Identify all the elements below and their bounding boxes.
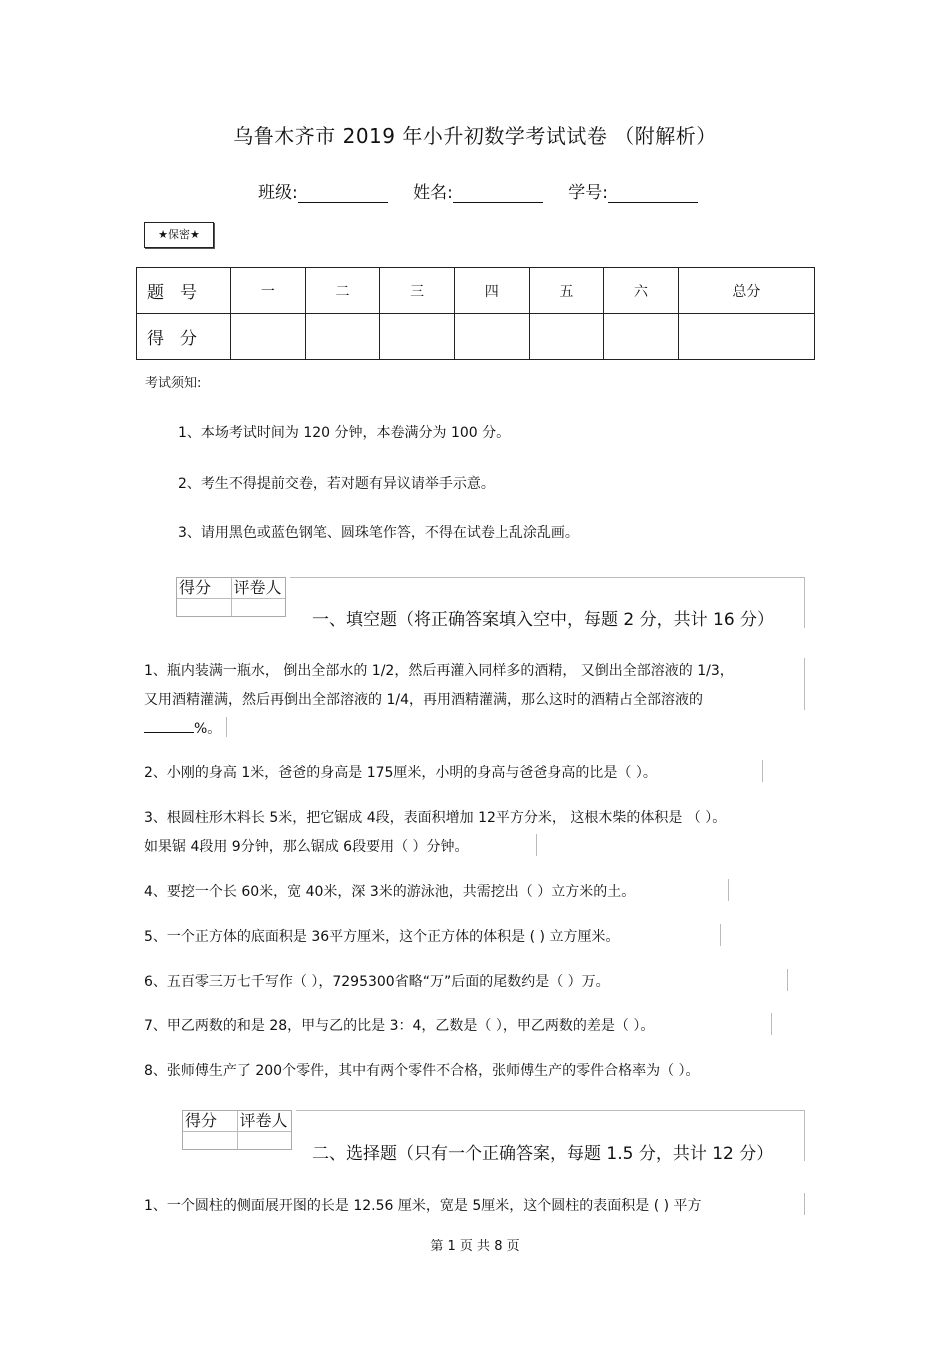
name-label: 姓名: <box>413 183 453 203</box>
grader-score-cell[interactable] <box>177 599 231 616</box>
page-title: 乌鲁木齐市 2019 年小升初数学考试试卷 （附解析） <box>233 124 717 148</box>
grader-reviewer-label: 评卷人 <box>237 1111 292 1131</box>
grader-score-label: 得分 <box>185 1111 218 1130</box>
score-table <box>136 267 815 360</box>
notice-item: 3、请用黑色或蓝色钢笔、圆珠笔作答，不得在试卷上乱涂乱画。 <box>178 525 579 541</box>
score-cell[interactable] <box>380 314 455 360</box>
notice-title: 考试须知: <box>145 376 202 391</box>
section-2-title: 二、选择题（只有一个正确答案，每题 1.5 分，共计 12 分） <box>312 1144 774 1164</box>
margin-line <box>226 717 227 737</box>
question-2-1: 1、一个圆柱的侧面展开图的长是 12.56 厘米，宽是 5厘米，这个圆柱的表面积是 ( ) 平方 <box>144 1198 702 1214</box>
row-label-question: 题号 <box>137 268 231 314</box>
question-1-line-1: 1、瓶内装满一瓶水， 倒出全部水的 1/2，然后再灌入同样多的酒精， 又倒出全部溶液的 1/3， <box>144 663 734 679</box>
question-5: 5、一个正方体的底面积是 36平方厘米，这个正方体的体积是 ( ) 立方厘米。 <box>144 929 620 945</box>
class-field[interactable] <box>298 186 388 203</box>
col-header: 总分 <box>678 268 814 314</box>
col-header: 二 <box>305 268 380 314</box>
margin-line <box>787 969 788 991</box>
margin-line <box>804 1193 805 1215</box>
score-cell[interactable] <box>604 314 679 360</box>
margin-line <box>804 658 805 710</box>
score-cell[interactable] <box>231 314 306 360</box>
question-3-line-1: 3、根圆柱形木料长 5米，把它锯成 4段，表面积增加 12平方分米， 这根木柴的体积是 （ ）。 <box>144 810 727 826</box>
score-cell[interactable] <box>529 314 604 360</box>
student-info <box>258 178 718 203</box>
score-cell[interactable] <box>454 314 529 360</box>
grader-reviewer-cell[interactable] <box>231 599 286 616</box>
id-label: 学号: <box>568 183 609 203</box>
question-3-line-2: 如果锯 4段用 9分钟，那么锯成 6段要用（ ）分钟。 <box>144 839 469 855</box>
page-footer: 第 1 页 共 8 页 <box>430 1239 520 1254</box>
margin-line <box>771 1013 772 1035</box>
question-6: 6、五百零三万七千写作（ ），7295300省略“万”后面的尾数约是（ ）万。 <box>144 974 610 990</box>
col-header: 五 <box>529 268 604 314</box>
score-table-header-row <box>137 268 815 314</box>
question-1-line-2: 又用酒精灌满，然后再倒出全部溶液的 1/4，再用酒精灌满，那么这时的酒精占全部溶液的 <box>144 692 703 708</box>
margin-line <box>762 760 763 782</box>
score-table-score-row <box>137 314 815 360</box>
col-header: 六 <box>604 268 679 314</box>
section-1-title: 一、填空题（将正确答案填入空中，每题 2 分，共计 16 分） <box>312 610 775 630</box>
col-header: 一 <box>231 268 306 314</box>
class-label: 班级: <box>258 183 298 203</box>
name-field[interactable] <box>453 186 543 203</box>
margin-line <box>720 924 721 946</box>
question-2: 2、小刚的身高 1米，爸爸的身高是 175厘米，小明的身高与爸爸身高的比是（ ）。 <box>144 765 657 781</box>
col-header: 三 <box>380 268 455 314</box>
row-label-score: 得分 <box>137 314 231 360</box>
question-1-suffix: %。 <box>194 721 222 737</box>
margin-line <box>728 879 729 901</box>
notice-item: 1、本场考试时间为 120 分钟，本卷满分为 100 分。 <box>178 425 511 441</box>
grader-score-cell[interactable] <box>183 1132 237 1149</box>
question-8: 8、张师傅生产了 200个零件，其中有两个零件不合格，张师傅生产的零件合格率为（ ）。 <box>144 1063 700 1079</box>
score-cell[interactable] <box>305 314 380 360</box>
question-7: 7、甲乙两数的和是 28，甲与乙的比是 3：4，乙数是（ ），甲乙两数的差是（ ）。 <box>144 1018 655 1034</box>
score-cell[interactable] <box>678 314 814 360</box>
col-header: 四 <box>454 268 529 314</box>
grader-box <box>176 577 286 617</box>
answer-blank[interactable] <box>144 732 194 733</box>
margin-line <box>536 834 537 856</box>
question-4: 4、要挖一个长 60米，宽 40米，深 3米的游泳池，共需挖出（ ）立方米的土。 <box>144 884 636 900</box>
question-1-line-3 <box>144 718 221 738</box>
grader-reviewer-label: 评卷人 <box>231 578 286 598</box>
notice-item: 2、考生不得提前交卷，若对题有异议请举手示意。 <box>178 476 495 492</box>
grader-box <box>182 1110 292 1150</box>
id-field[interactable] <box>608 186 698 203</box>
confidential-stamp: ★保密★ <box>144 222 214 248</box>
grader-score-label: 得分 <box>179 578 212 597</box>
grader-reviewer-cell[interactable] <box>237 1132 292 1149</box>
